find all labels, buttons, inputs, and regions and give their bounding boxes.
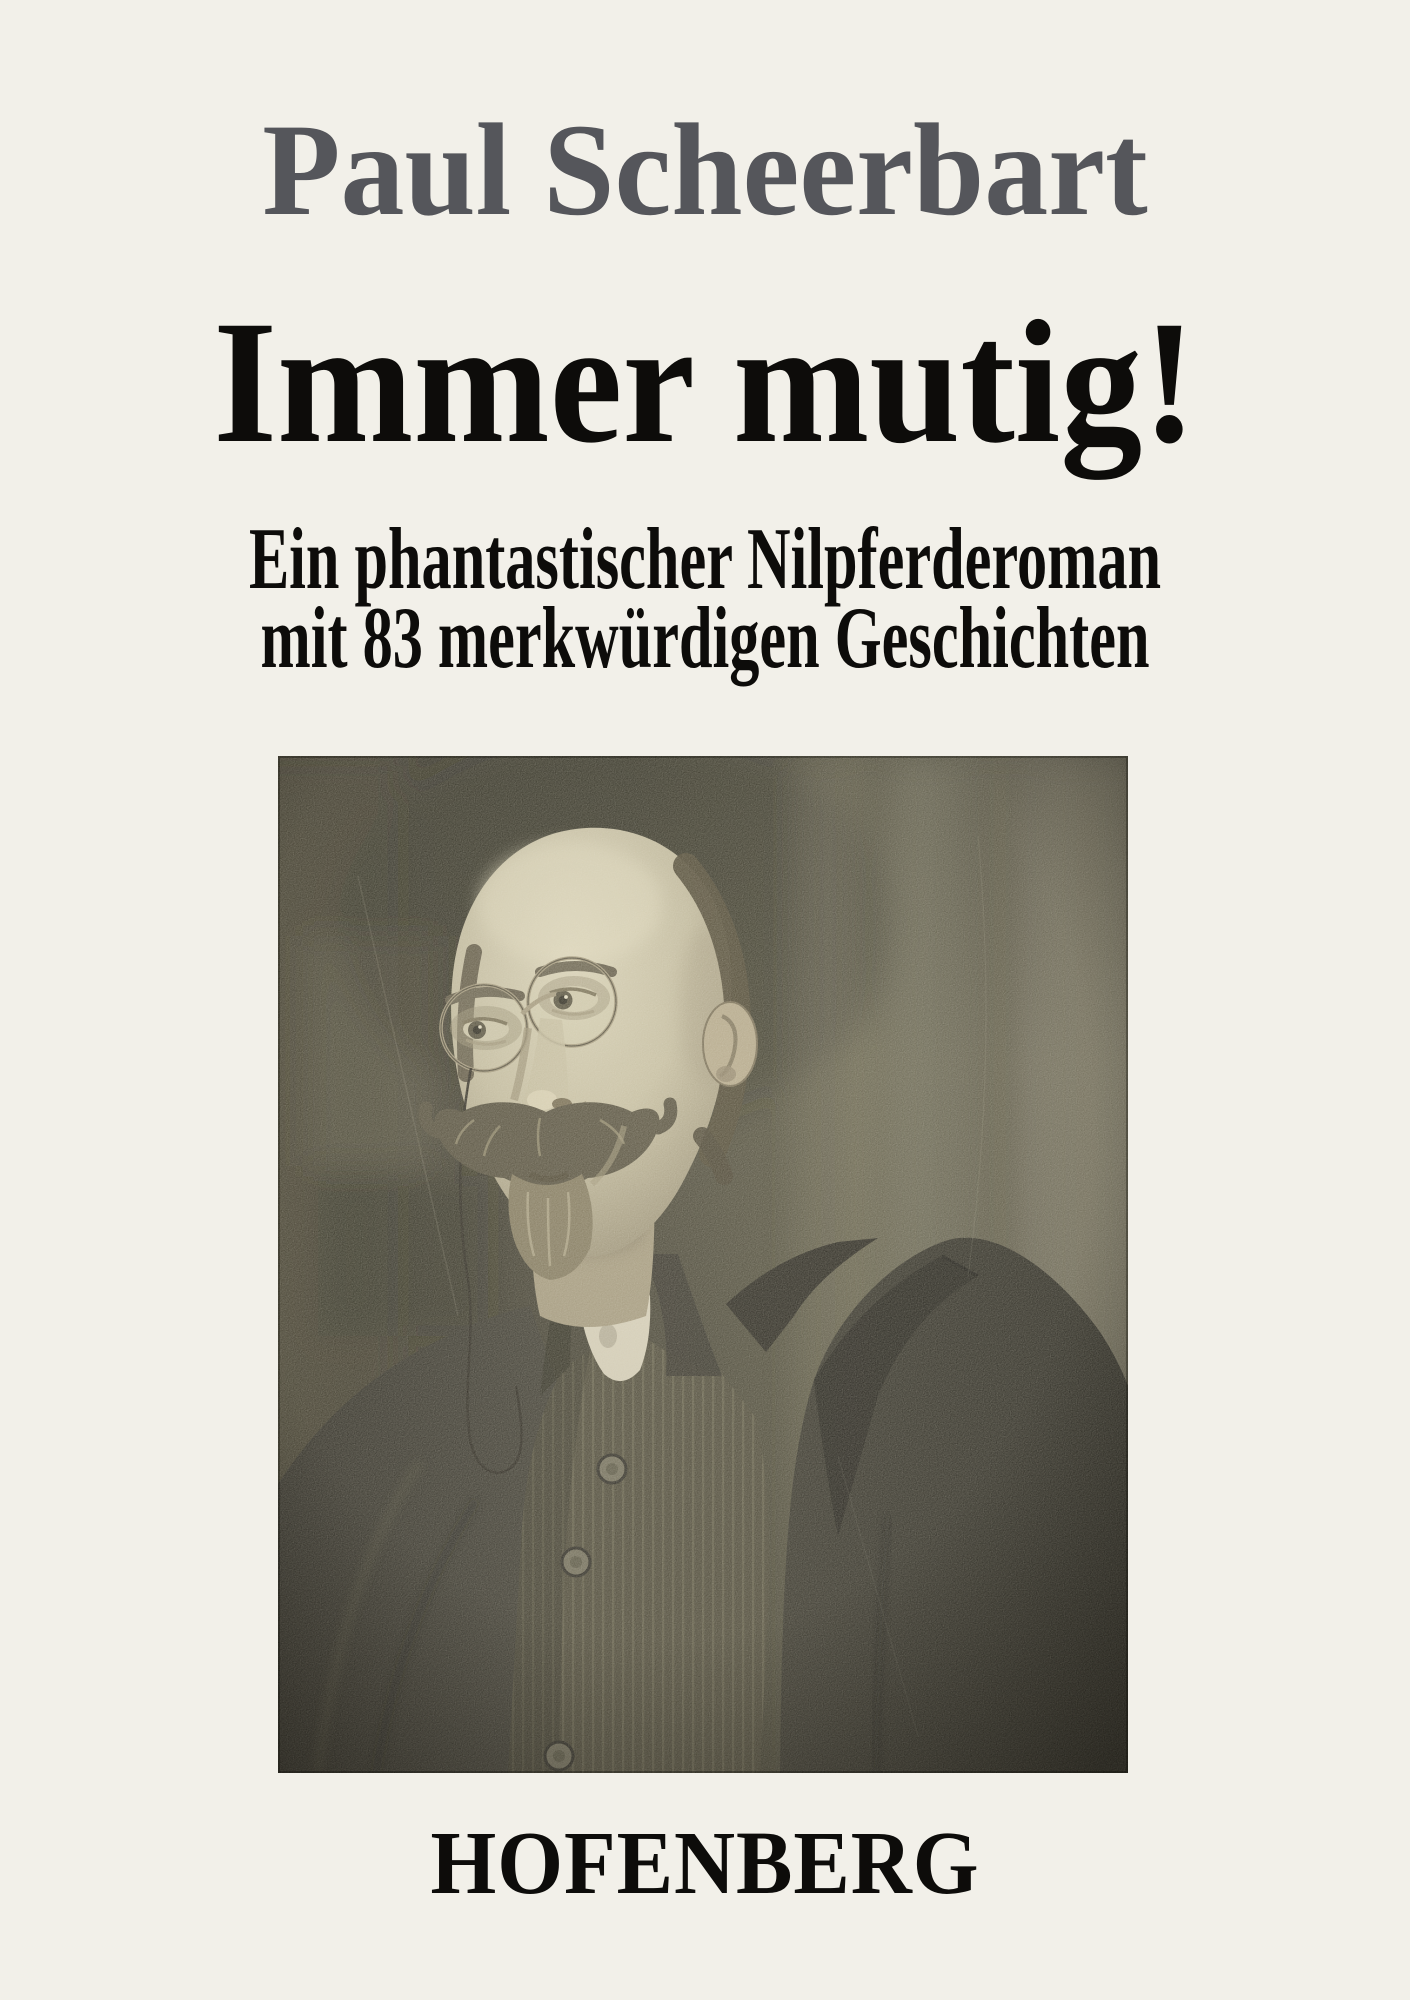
publisher-logo-text: HOFENBERG [430,1814,980,1913]
subtitle-line-1: Ein phantastischer Nilpferderoman [248,511,1162,608]
book-title: Immer mutig! [213,285,1197,480]
subtitle-line-2: mit 83 merkwürdigen Geschichten [260,590,1150,687]
portrait-illustration [278,756,1128,1773]
author-name: Paul Scheerbart [262,96,1148,243]
book-subtitle [222,511,1188,687]
author-portrait-photo [278,756,1128,1773]
